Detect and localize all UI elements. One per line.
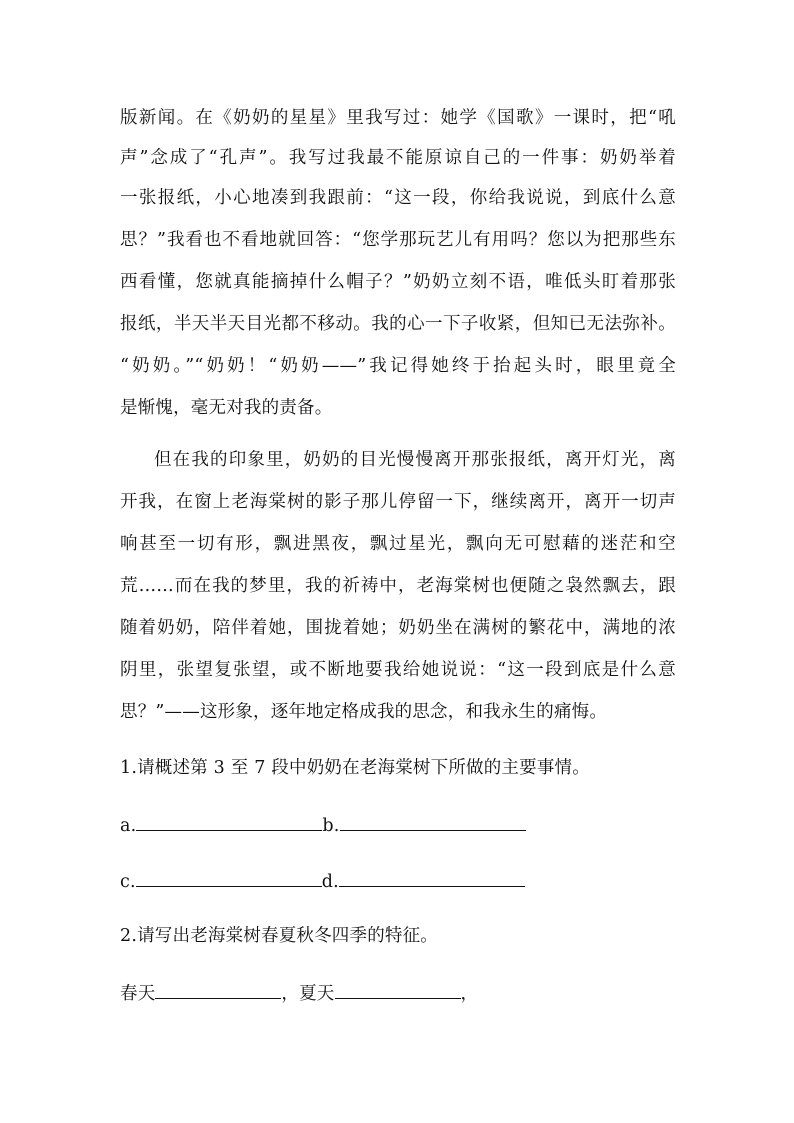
answer-label-spring: 春天 <box>120 984 156 1004</box>
question-1-answers-row-2 <box>120 868 525 894</box>
answer-trailing-comma: ， <box>460 984 479 1004</box>
passage-line: 荒……而在我的梦里，我的祈祷中，老海棠树也便随之袅然飘去，跟 <box>120 576 676 596</box>
passage-line: “奶奶。”“奶奶！“奶奶——”我记得她终于抬起头时，眼里竟全 <box>120 356 676 376</box>
question-1-prompt: 1.请概述第 3 至 7 段中奶奶在老海棠树下所做的主要事情。 <box>120 758 590 778</box>
answer-label-b: b. <box>322 816 340 836</box>
passage-line: 阴里，张望复张望，或不断地要我给她说说：“这一段到底是什么意 <box>120 660 676 680</box>
passage-line: 但在我的印象里，奶奶的目光慢慢离开那张报纸，离开灯光，离 <box>154 450 676 470</box>
answer-label-summer: ，夏天 <box>281 984 335 1004</box>
question-2-answers-row <box>120 980 478 1006</box>
passage-line: 声”念成了“孔声”。我写过我最不能原谅自己的一件事：奶奶举着 <box>120 148 676 168</box>
answer-blank-spring[interactable] <box>155 980 281 999</box>
passage-line: 开我，在窗上老海棠树的影子那儿停留一下，继续离开，离开一切声 <box>120 492 676 512</box>
answer-blank-summer[interactable] <box>335 980 461 999</box>
answer-blank-d[interactable] <box>339 868 525 887</box>
answer-label-a: a. <box>120 816 137 836</box>
question-1-answers-row-1 <box>120 812 526 838</box>
passage-line: 西看懂，您就真能摘掉什么帽子？”奶奶立刻不语，唯低头盯着那张 <box>120 272 676 292</box>
passage-line: 随着奶奶，陪伴着她，围拢着她；奶奶坐在满树的繁花中，满地的浓 <box>120 618 676 638</box>
passage-line: 思？”我看也不看地就回答：“您学那玩艺儿有用吗？您以为把那些东 <box>120 230 676 250</box>
passage-line: 报纸，半天半天目光都不移动。我的心一下子收紧，但知已无法弥补。 <box>120 314 676 334</box>
passage-line: 一张报纸，小心地凑到我跟前：“这一段，你给我说说，到底什么意 <box>120 188 676 208</box>
passage-line: 是惭愧，毫无对我的责备。 <box>120 398 333 418</box>
answer-blank-b[interactable] <box>340 812 526 831</box>
passage-line: 响甚至一切有形，飘进黑夜，飘过星光，飘向无可慰藉的迷茫和空 <box>120 534 676 554</box>
passage-line: 思？”——这形象，逐年地定格成我的思念，和我永生的痛悔。 <box>120 702 608 722</box>
answer-blank-a[interactable] <box>136 812 322 831</box>
question-2-prompt: 2.请写出老海棠树春夏秋冬四季的特征。 <box>120 926 438 946</box>
answer-label-d: d. <box>321 872 339 892</box>
passage-line: 版新闻。在《奶奶的星星》里我写过：她学《国歌》一课时，把“吼 <box>120 108 676 128</box>
answer-label-c: c. <box>120 872 136 892</box>
answer-blank-c[interactable] <box>136 868 322 887</box>
